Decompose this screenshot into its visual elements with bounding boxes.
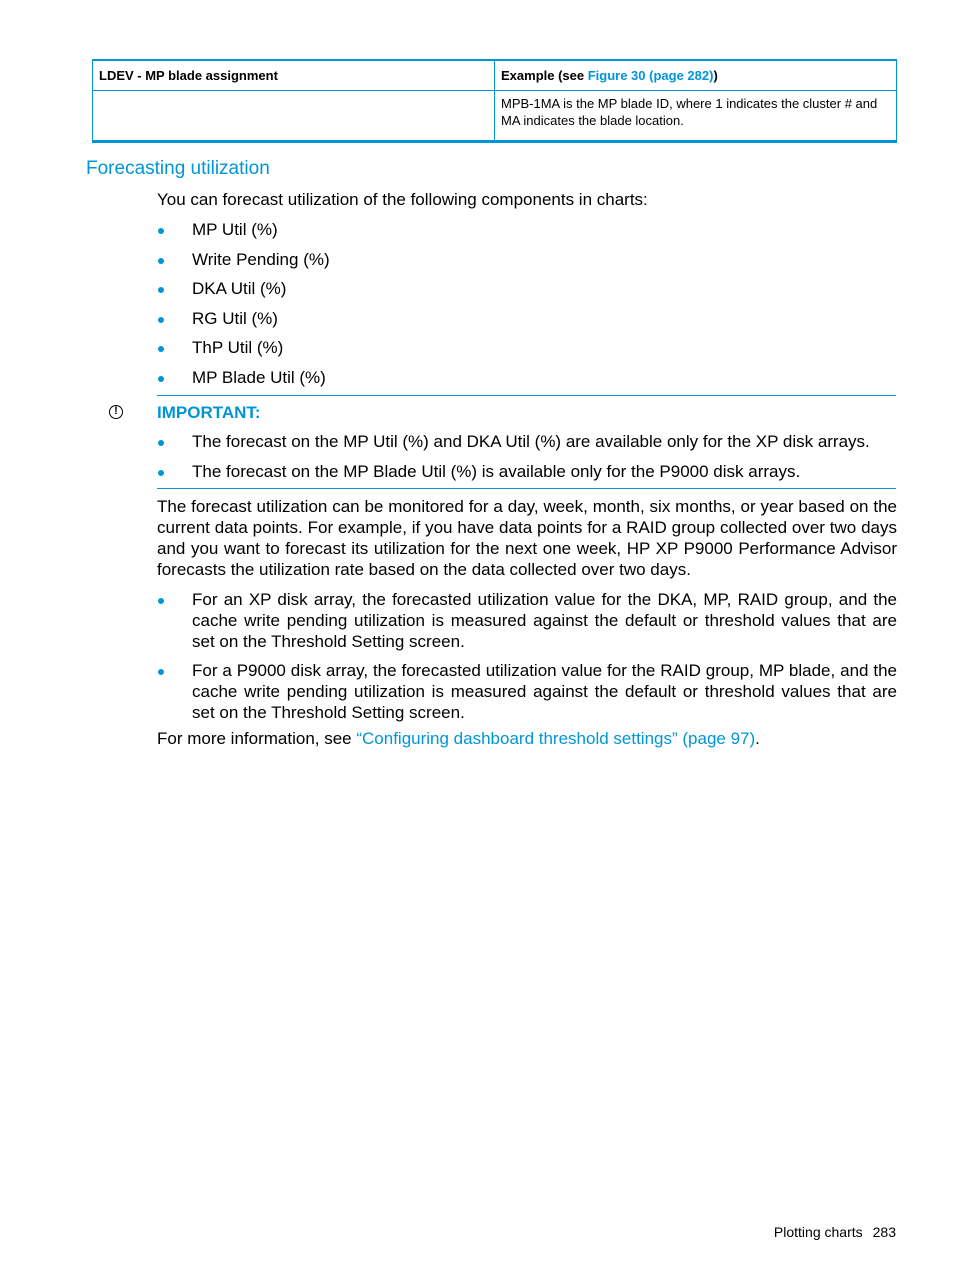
list-item: [157, 660, 897, 723]
important-list: [157, 431, 897, 491]
header-example-prefix: Example (see: [501, 68, 588, 83]
list-item-text: ThP Util (%): [192, 338, 284, 357]
list-item-text: For an XP disk array, the forecasted utilization value for the DKA, MP, RAID group, and the cache write pending utilization is measured against the default or threshold values that are set on the Threshold Setting screen.: [192, 590, 897, 651]
list-item: [157, 219, 897, 249]
array-list: [157, 589, 897, 731]
list-item: [157, 249, 897, 279]
list-item: [157, 308, 897, 338]
list-item: [157, 431, 897, 461]
important-top-divider: [157, 395, 896, 396]
bullet-icon: [158, 346, 164, 352]
intro-text: You can forecast utilization of the following components in charts:: [157, 190, 648, 209]
important-bottom-divider: [157, 488, 896, 489]
list-item: [157, 461, 897, 491]
bullet-icon: [158, 258, 164, 264]
bullet-icon: [158, 470, 164, 476]
bullet-icon: [158, 669, 164, 675]
table-cell-left: [93, 91, 495, 142]
figure-link[interactable]: Figure 30 (page 282): [587, 68, 714, 83]
list-item-text: MP Blade Util (%): [192, 367, 326, 387]
list-item-text: Write Pending (%): [192, 249, 330, 269]
page-number: 283: [872, 1224, 896, 1240]
table-header-example: [495, 60, 897, 91]
bullet-icon: [158, 228, 164, 234]
list-item: [157, 278, 897, 308]
more-info-text: [157, 728, 760, 749]
header-example-suffix: ): [713, 68, 718, 83]
list-item-text: RG Util (%): [192, 308, 278, 328]
more-info-prefix: For more information, see: [157, 729, 357, 748]
table-header-ldev: LDEV - MP blade assignment: [93, 60, 495, 91]
body-paragraph: The forecast utilization can be monitored for a day, week, month, six months, or year based on the current data points. For example, if you have data points for a RAID group collected over two days and you want to forecast its utilization for the next one week, HP XP P9000 Performance Advisor forecasts the utilization rate based on the data collected over two days.: [157, 497, 897, 579]
bullet-icon: [158, 317, 164, 323]
footer-section-title: Plotting charts: [773, 1224, 863, 1240]
table-header-row: [93, 60, 897, 91]
list-item-text: For a P9000 disk array, the forecasted utilization value for the RAID group, MP blade, and the cache write pending utilization is measured against the default or threshold values that are set on the Threshold Setting screen.: [192, 661, 897, 722]
bullet-icon: [158, 598, 164, 604]
blade-assignment-table: [92, 59, 897, 143]
list-item: [157, 367, 897, 397]
list-item-text: The forecast on the MP Blade Util (%) is available only for the P9000 disk arrays.: [192, 462, 801, 481]
list-item-text: DKA Util (%): [192, 279, 287, 298]
bullet-icon: [158, 376, 164, 382]
list-item: [157, 589, 897, 652]
more-info-suffix: .: [755, 729, 760, 748]
important-label: IMPORTANT:: [157, 403, 261, 422]
list-item-text: MP Util (%): [192, 220, 278, 239]
section-title: Forecasting utilization: [86, 158, 270, 179]
list-item: [157, 337, 897, 367]
page-footer: [774, 1223, 896, 1241]
table-row: [93, 91, 897, 142]
list-item-text: The forecast on the MP Util (%) and DKA Util (%) are available only for the XP disk arrays.: [192, 432, 870, 451]
bullet-icon: [158, 287, 164, 293]
exclamation-circle-icon: !: [109, 405, 123, 419]
table-cell-right: MPB-1MA is the MP blade ID, where 1 indicates the cluster # and MA indicates the blade location.: [495, 91, 897, 142]
component-list: [157, 219, 897, 396]
bullet-icon: [158, 440, 164, 446]
threshold-settings-link[interactable]: “Configuring dashboard threshold settings” (page 97): [356, 729, 756, 748]
